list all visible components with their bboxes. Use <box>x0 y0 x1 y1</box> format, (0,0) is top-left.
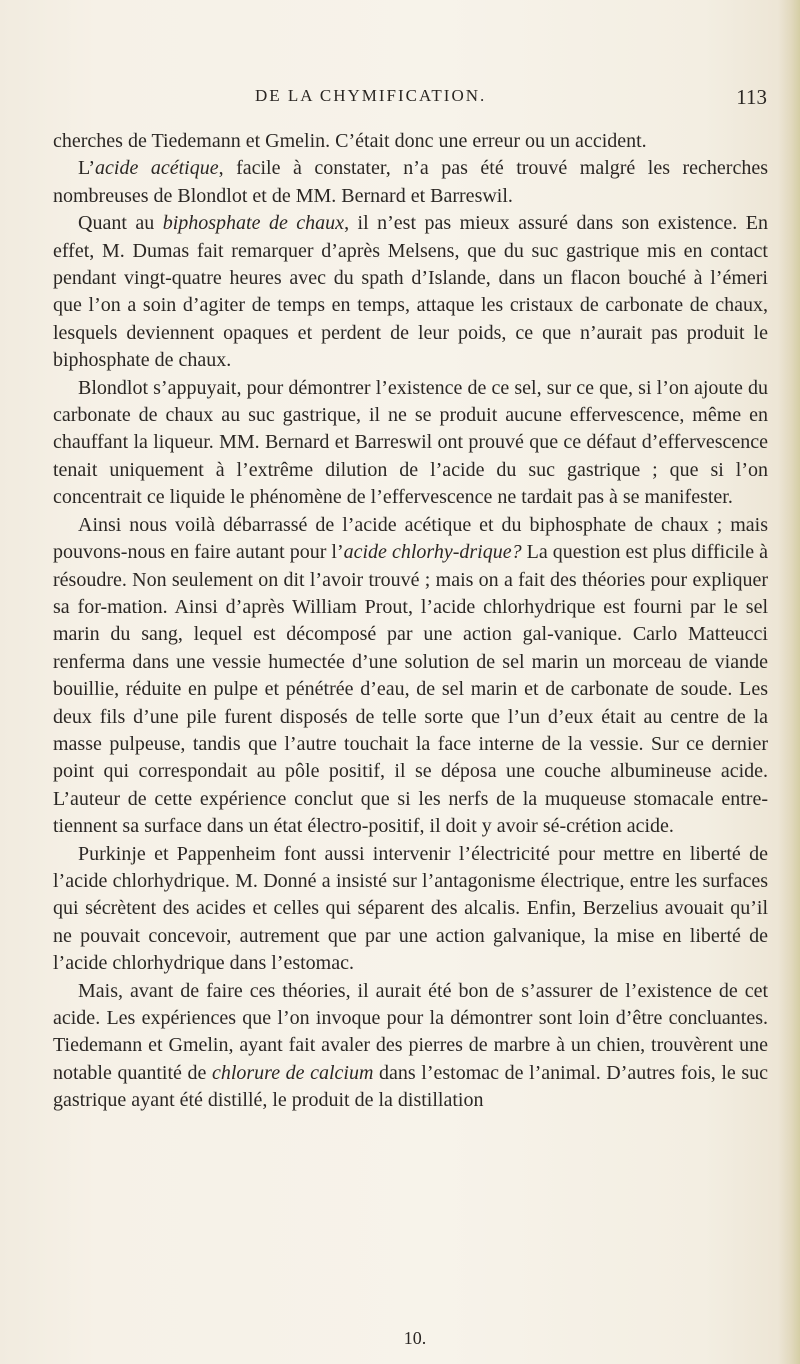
paragraph <box>53 155 768 210</box>
body-text <box>53 128 768 1115</box>
text-run: , il n’est pas mieux assuré dans son existence. En effet, M. Dumas fait remarquer d’après Melsens, que du suc gastrique mis en contact pendant vingt-quatre heures avec du spath d’Islande, dans un flacon bouché à l’émeri que l’on a soin d’agiter de temps en temps, attaque les cristaux de carbonate de chaux, lesquels deviennent opaques et perdent de leur poids, ce que n’aurait pas produit le biphosphate de chaux. <box>53 212 768 372</box>
text-run: Ainsi nous voilà débarrassé de l’acide acétique et du biphosphate de chaux ; mais pouvons-nous en faire autant pour l’ <box>53 513 768 564</box>
page-edge-shading <box>778 0 800 1364</box>
paragraph <box>53 512 768 841</box>
page-number: 113 <box>736 85 767 109</box>
text-run: , facile à constater, n’a pas été trouvé malgré les recherches nombreuses de Blondlot et de MM. Bernard et Barreswil. <box>53 157 768 207</box>
paragraph <box>53 128 768 155</box>
text-run: L’ <box>78 157 96 180</box>
paragraph <box>53 978 768 1115</box>
signature-mark: 10. <box>403 1328 427 1348</box>
text-run: Quant au <box>78 212 163 235</box>
italic-term: chlorure de calcium <box>211 1061 374 1084</box>
text-run: cherches de Tiedemann et Gmelin. C’était donc une erreur ou un accident. <box>53 130 647 152</box>
italic-term: biphosphate de chaux <box>162 212 345 235</box>
text-run: La question est plus difficile à résoudre. Non seulement on dit l’avoir trouvé ; mais on a fait des théories pour expliquer sa for-mation. Ainsi d’après William Prout, l’acide chlorhydrique est fourni par le sel marin du sang, lequel est décomposé par une action gal-vanique. Carlo Matteucci renferma dans une vessie humectée d’une solution de sel marin un morceau de viande bouillie, réduite en pulpe et pénétrée d’eau, de sel marin et de carbonate de soude. Les deux fils d’une pile furent disposés de telle sorte que l’un d’eux était au centre de la masse pulpeuse, tandis que l’autre touchait la face interne de la vessie. Sur ce dernier point qui correspondait au pôle positif, il se déposa une couche albumineuse acide. L’auteur de cette expérience conclut que si les nerfs de la muqueuse stomacale entre-tiennent sa surface dans un état électro-positif, il doit y avoir sé-crétion acide. <box>53 541 768 838</box>
running-title: DE LA CHYMIFICATION. <box>255 86 487 105</box>
page-header <box>0 86 800 116</box>
text-run: Mais, avant de faire ces théories, il aurait été bon de s’assurer de l’existence de cet acide. Les expériences que l’on invoque pour la démontrer sont loin d’être concluantes. Tiedemann et Gmelin, ayant fait avaler des pierres de marbre à un chien, trouvèrent une notable quantité de <box>53 979 768 1084</box>
text-run: dans l’estomac de l’animal. D’autres fois, le suc gastrique ayant été distillé, le produit de la distillation <box>53 1061 769 1112</box>
italic-term: acide chlorhy-drique? <box>343 541 522 564</box>
text-run: Blondlot s’appuyait, pour démontrer l’existence de ce sel, sur ce que, si l’on ajoute du carbonate de chaux au suc gastrique, il ne se produit aucune effervescence, même en chauffant la liqueur. MM. Bernard et Barreswil ont prouvé que ce défaut d’effervescence tenait uniquement à l’extrême dilution de l’acide du suc gastrique ; que si l’on concentrait ce liquide le phénomène de l’effervescence ne tardait pas à se manifester. <box>53 376 768 509</box>
paragraph <box>53 375 768 512</box>
paragraph <box>53 841 768 978</box>
text-run: Purkinje et Pappenheim font aussi intervenir l’électricité pour mettre en liberté de l’acide chlorhydrique. M. Donné a insisté sur l’antagonisme électrique, entre les surfaces qui sécrètent des acides et celles qui séparent des alcalis. Enfin, Berzelius avouait qu’il ne pouvait concevoir, autrement que par une action galvanique, la mise en liberté de l’acide chlorhydrique dans l’estomac. <box>53 842 768 975</box>
paragraph <box>53 210 768 374</box>
italic-term: acide acétique <box>95 157 219 180</box>
